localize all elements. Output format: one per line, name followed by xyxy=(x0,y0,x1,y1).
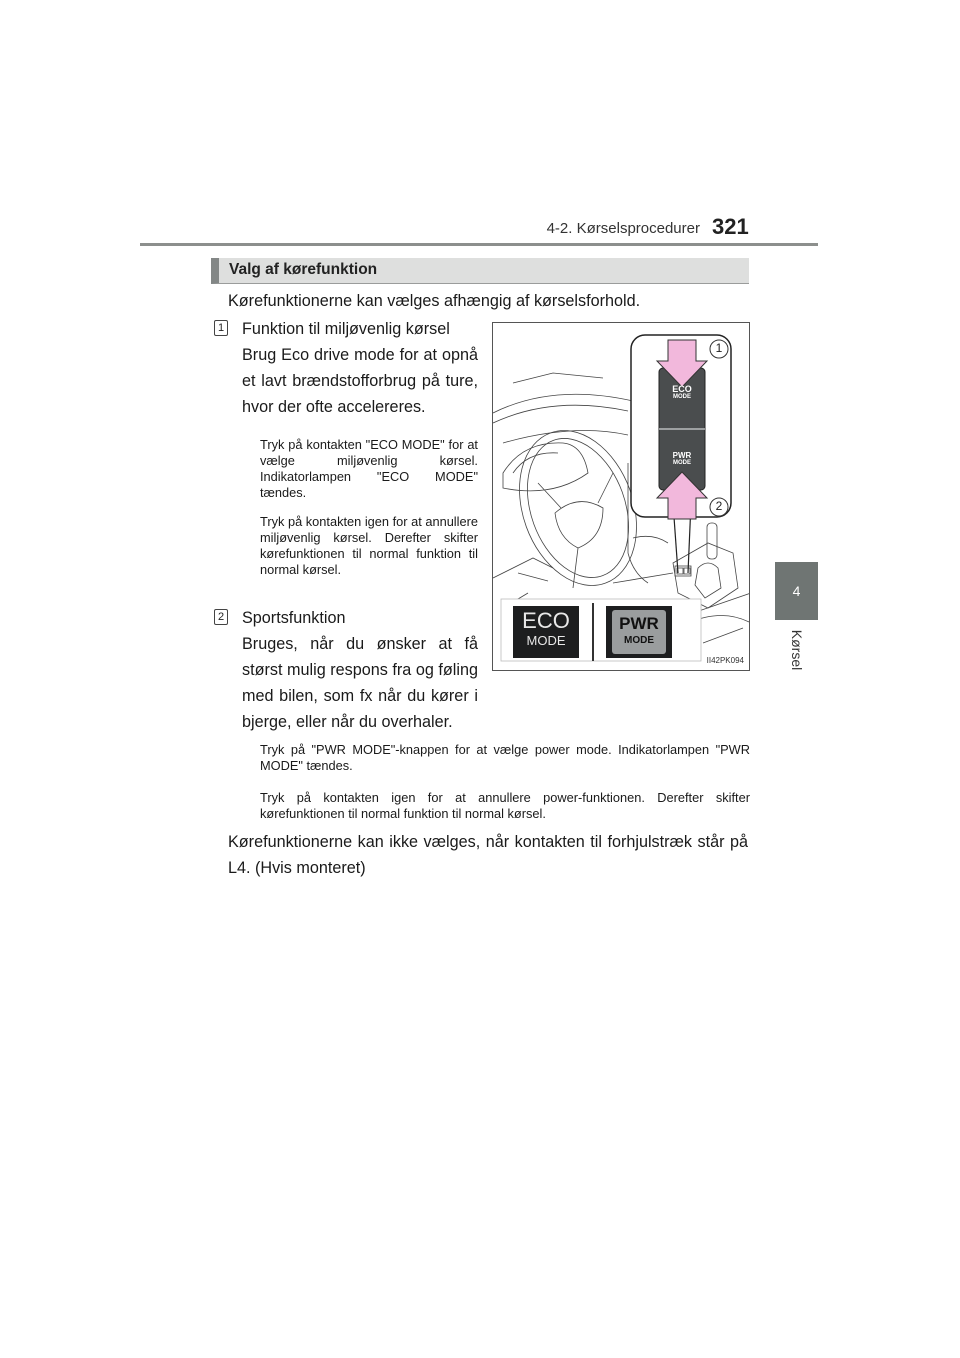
header-divider xyxy=(140,243,818,246)
eco-switch-label-line2: MODE xyxy=(673,394,691,400)
pwr-switch-label-line2: MODE xyxy=(673,460,691,466)
item-1-title: Funktion til miljøvenlig kørsel xyxy=(242,320,450,338)
drive-mode-figure xyxy=(492,322,750,671)
footer-paragraph: Kørefunktionerne kan ikke vælges, når kontakten til forhjulstræk står på L4. (Hvis monteret) xyxy=(228,833,748,877)
page-number: 321 xyxy=(712,214,749,239)
figure-code: II42PK094 xyxy=(706,656,744,665)
item-1-badge: 1 xyxy=(214,320,228,336)
callout-2-label: 2 xyxy=(715,499,723,513)
chapter-tab-label-container xyxy=(783,628,811,680)
item-2-note-2: Tryk på kontakten igen for at annullere power-funktionen. Derefter skifter kørefunktionen til normal funktion til normal kørsel. xyxy=(260,790,750,821)
item-1-note-2: Tryk på kontakten igen for at annullere miljøvenlig kørsel. Derefter skifter kørefunktionen til normal funktion til normal kørsel. xyxy=(260,514,478,577)
pwr-switch-label-line1: PWR xyxy=(672,451,692,460)
callout-1-label: 1 xyxy=(715,341,723,355)
item-2-title: Sportsfunktion xyxy=(242,609,346,627)
intro-paragraph: Kørefunktionerne kan vælges afhængig af kørselsforhold. xyxy=(228,292,641,310)
section-heading xyxy=(211,258,749,284)
item-2-note-1: Tryk på "PWR MODE"-knappen for at vælge power mode. Indikatorlampen "PWR MODE" tændes. xyxy=(260,742,750,773)
pwr-indicator-line1: PWR xyxy=(619,614,659,633)
eco-indicator-line1: ECO xyxy=(522,608,570,633)
eco-indicator-line2: MODE xyxy=(526,633,566,648)
chapter-tab: 4 xyxy=(775,562,818,620)
item-1-note-1: Tryk på kontakten "ECO MODE" for at vælge miljøvenlig kørsel. Indikatorlampen "ECO MODE" tændes. xyxy=(260,437,478,500)
pwr-indicator-line2: MODE xyxy=(624,635,654,646)
section-heading-text: Valg af kørefunktion xyxy=(229,261,378,278)
header-section-reference: 4-2. Kørselsprocedurer xyxy=(546,220,700,237)
eco-switch-label-line1: ECO xyxy=(672,384,692,394)
item-1-description: Brug Eco drive mode for at opnå et lavt brændstofforbrug på ture, hvor der ofte accelereres. xyxy=(242,346,478,416)
item-2-description: Bruges, når du ønsker at få størst mulig respons fra og føling med bilen, som fx når du kører i bjerge, eller når du overhaler. xyxy=(242,635,478,731)
item-2-badge: 2 xyxy=(214,609,228,625)
chapter-tab-label: Kørsel xyxy=(789,629,805,671)
